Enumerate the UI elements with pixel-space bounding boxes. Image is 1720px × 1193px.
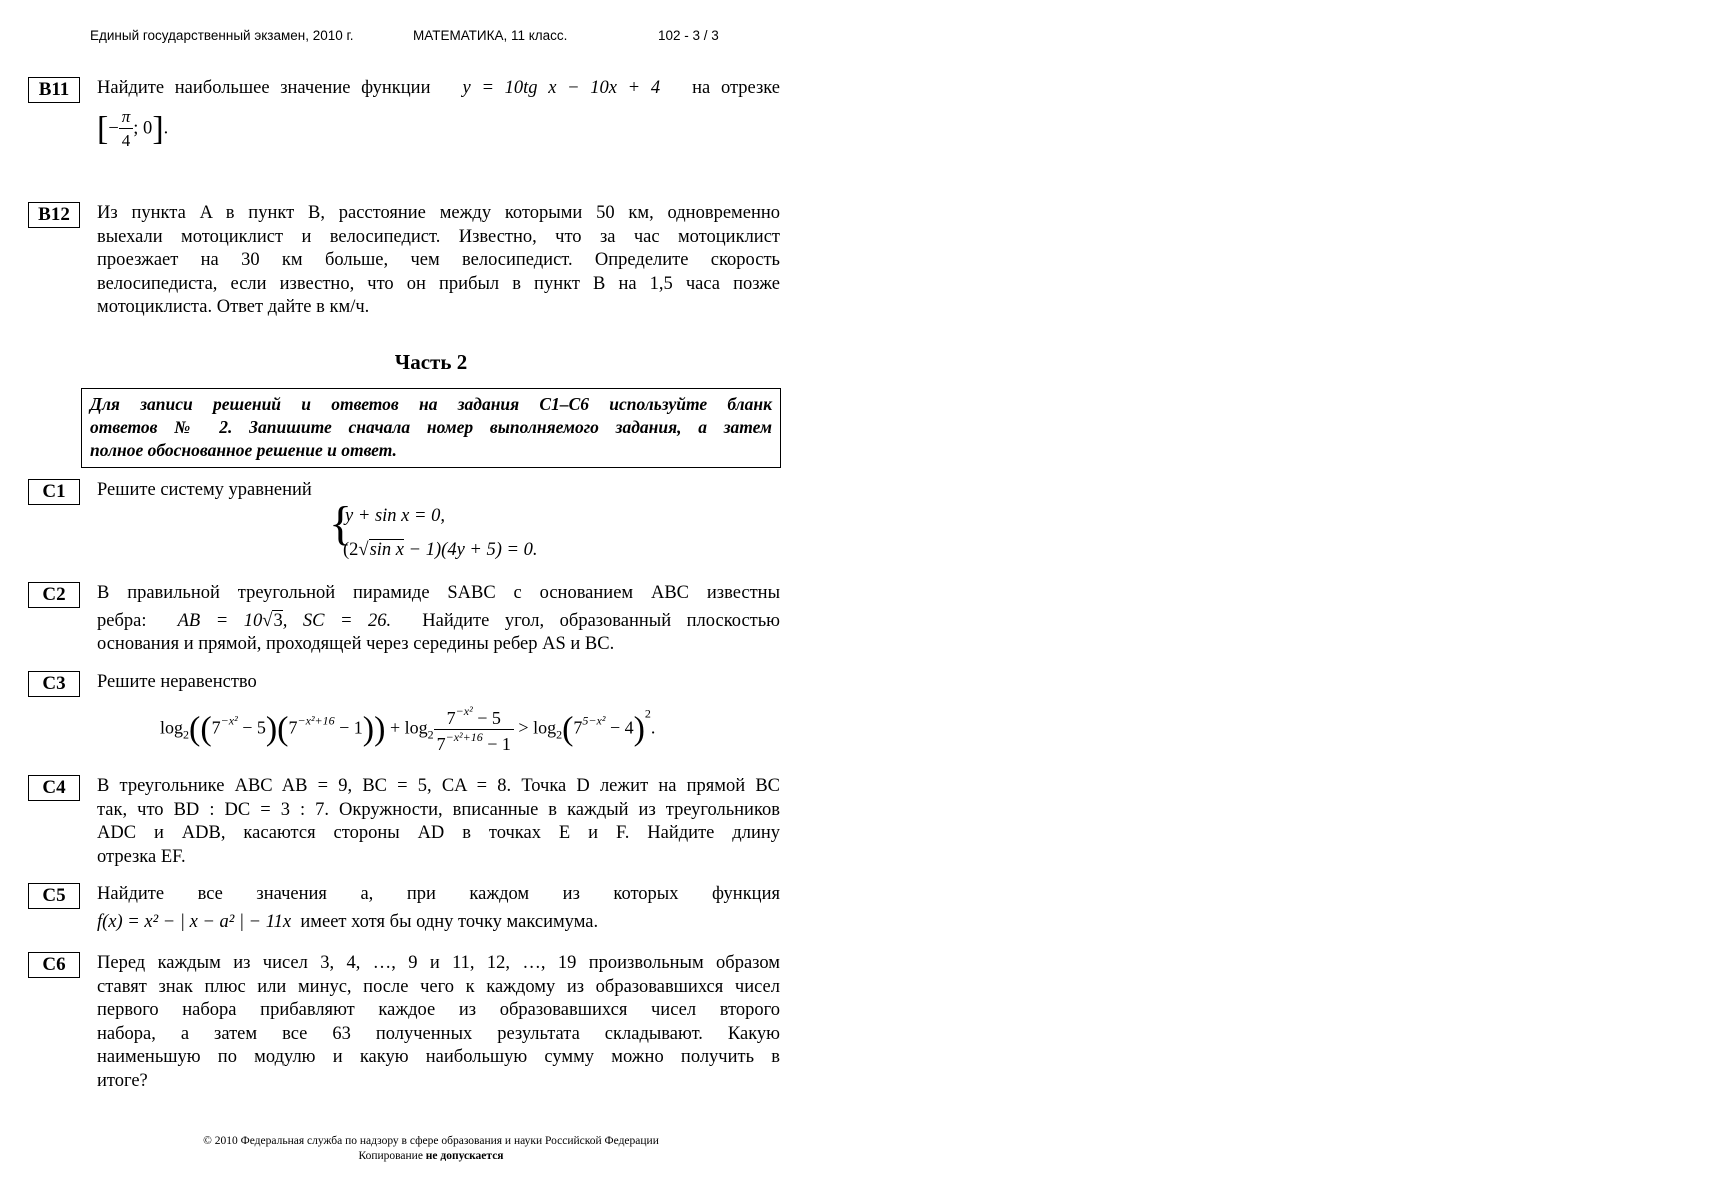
task-line: Найдите все значения a, при каждом из которых функция xyxy=(97,884,780,904)
exam-title: Единый государственный экзамен, 2010 г. xyxy=(90,28,354,43)
task-text xyxy=(97,77,780,153)
task-line: ADC и ADB, касаются стороны AD в точках E и F. Найдите длину xyxy=(97,823,780,843)
task-label: C4 xyxy=(28,775,80,801)
task-line: проезжает на 30 км больше, чем велосипедист. Определите скорость xyxy=(97,250,780,270)
task-formula: f(x) = x² − | x − a² | − 11x xyxy=(97,911,292,932)
task-line: f(x) = x² − | x − a² | − 11x имеет хотя бы одну точку максимума. xyxy=(97,911,599,932)
task-b11 xyxy=(28,77,780,153)
task-line: основания и прямой, проходящей через середины ребер AS и BC. xyxy=(97,634,615,654)
equation-2: (2√sin x − 1)(4y + 5) = 0. xyxy=(343,540,538,560)
part-title: Часть 2 xyxy=(394,350,468,374)
task-c2 xyxy=(28,582,780,657)
task-line: итоге? xyxy=(97,1070,148,1091)
task-label: B11 xyxy=(28,77,80,103)
task-text xyxy=(97,883,780,934)
task-line: мотоциклиста. Ответ дайте в км/ч. xyxy=(97,297,370,317)
system-brace: { xyxy=(329,497,353,550)
task-label: C2 xyxy=(28,582,80,608)
task-label: C6 xyxy=(28,952,80,978)
task-line: велосипедиста, если известно, что он прибыл в пункт B на 1,5 часа позже xyxy=(97,273,780,294)
instructions-box xyxy=(81,388,781,468)
copyright: © 2010 Федеральная служба по надзору в сфере образования и науки Российской Федерации xyxy=(203,1135,659,1147)
task-c5 xyxy=(28,883,780,934)
copy-notice: Копирование не допускается xyxy=(358,1150,504,1162)
task-line: В треугольнике ABC AB = 9, BC = 5, CA = 8. Точка D лежит на прямой BC xyxy=(97,776,780,796)
equation-1: y + sin x = 0, xyxy=(345,506,445,526)
page-number: 102 - 3 / 3 xyxy=(658,28,719,43)
task-text: Решите неравенство xyxy=(97,672,257,692)
task-line: первого набора прибавляют каждое из образовавшихся чисел второго xyxy=(97,1000,780,1020)
task-line: В правильной треугольной пирамиде SABC с основанием ABC известны xyxy=(97,583,780,603)
task-line: отрезка EF. xyxy=(97,846,186,867)
task-line: Найдите наибольшее значение функции y = 10tg x − 10x + 4 на отрезке xyxy=(97,78,780,98)
task-text xyxy=(97,952,780,1093)
subject-title: МАТЕМАТИКА, 11 класс. xyxy=(413,28,568,43)
task-line: ставят знак плюс или минус, после чего к каждому из образовавшихся чисел xyxy=(97,976,780,997)
instructions-line: Для записи решений и ответов на задания С1–С6 используйте бланк xyxy=(90,394,772,414)
task-label: C1 xyxy=(28,479,80,505)
page-header xyxy=(90,28,750,48)
task-c1 xyxy=(28,479,780,503)
task-line: наименьшую по модулю и какую наибольшую сумму можно получить в xyxy=(97,1047,780,1067)
task-label: C3 xyxy=(28,671,80,697)
task-line: набора, а затем все 63 полученных результата складывают. Какую xyxy=(97,1023,780,1044)
instructions-line: полное обоснованное решение и ответ. xyxy=(90,440,397,460)
task-line: Перед каждым из чисел 3, 4, …, 9 и 11, 12, …, 19 произвольным образом xyxy=(97,953,780,973)
task-text: Решите систему уравнений xyxy=(97,480,312,500)
task-label: B12 xyxy=(28,202,80,228)
task-text xyxy=(97,582,780,657)
task-c6 xyxy=(28,952,780,1093)
task-line: ребра: AB = 10√3, SC = 26. Найдите угол, образованный плоскостью xyxy=(97,610,781,631)
task-c4 xyxy=(28,775,780,869)
task-b12 xyxy=(28,202,780,320)
instructions-line: ответов № 2. Запишите сначала номер выполняемого задания, а затем xyxy=(90,417,772,437)
task-formula: y = 10tg x − 10x + 4 xyxy=(462,78,661,98)
task-c3 xyxy=(28,671,780,695)
page-footer xyxy=(0,1134,862,1164)
task-line: Из пункта A в пункт B, расстояние между которыми 50 км, одновременно xyxy=(97,203,780,223)
inequality: $\log_2((7^{-x^2} - 5)(7^{-x^2+16} - 1)) + \log_2$ $\frac{7^{-x^2} - 5}{7^{-x^2+16} - 1}$ > $\log_2(7^{5-x^2} - 4)^2$. xyxy=(160,704,656,754)
task-text xyxy=(97,775,780,869)
task-line: так, что BD : DC = 3 : 7. Окружности, вписанные в каждый из треугольников xyxy=(97,799,780,820)
task-text xyxy=(97,202,780,320)
task-line: выехали мотоциклист и велосипедист. Известно, что за час мотоциклист xyxy=(97,226,780,247)
task-label: C5 xyxy=(28,883,80,909)
interval: [− $\frac{\pi}{4}$ ; 0]. xyxy=(97,106,169,150)
